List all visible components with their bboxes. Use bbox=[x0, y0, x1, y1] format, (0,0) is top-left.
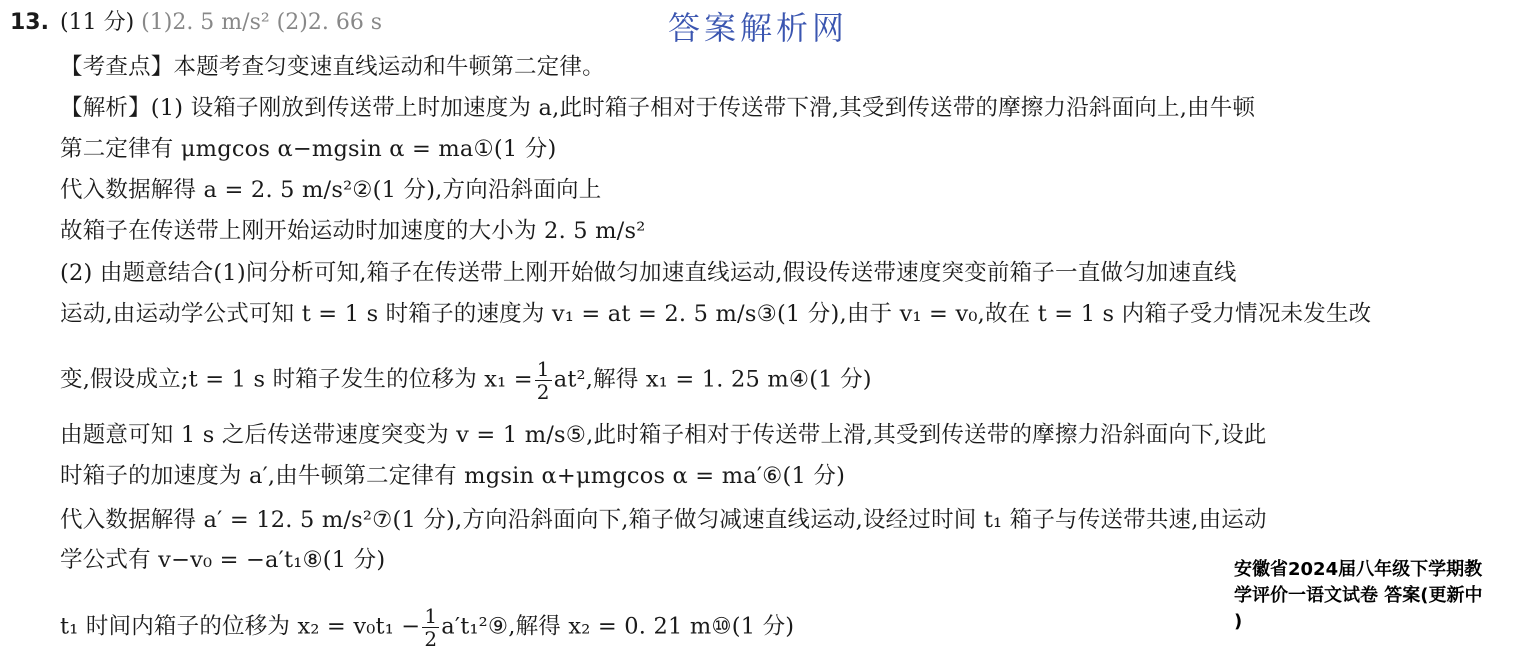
analysis-line-11: 学公式有 v−v₀ = −a′t₁⑧(1 分) bbox=[60, 547, 386, 573]
analysis-line-8: 由题意可知 1 s 之后传送带速度突变为 v = 1 m/s⑤,此时箱子相对于传送带上滑,其受到传送带的摩擦力沿斜面向下,设此 bbox=[60, 422, 1267, 448]
analysis-line-2: 第二定律有 μmgcos α−mgsin α = ma①(1 分) bbox=[60, 136, 557, 162]
analysis-line-3: 代入数据解得 a = 2. 5 m/s²②(1 分),方向沿斜面向上 bbox=[60, 177, 602, 203]
analysis-line-7: 变,假设成立;t = 1 s 时箱子发生的位移为 x₁ = $\frac{1}{2}$ at²,解得 x₁ = 1. 25 m④(1 分) bbox=[60, 357, 872, 404]
answer-summary: (1)2. 5 m/s² (2)2. 66 s bbox=[141, 10, 383, 35]
analysis-line-10: 代入数据解得 a′ = 12. 5 m/s²⑦(1 分),方向沿斜面向下,箱子做匀减速直线运动,设经过时间 t₁ 箱子与传送带共速,由运动 bbox=[60, 507, 1267, 533]
fraction-half-2: $\frac{1}{2}$ bbox=[424, 604, 438, 651]
analysis-line-5: (2) 由题意结合(1)问分析可知,箱子在传送带上刚开始做匀加速直线运动,假设传送带速度突变前箱子一直做匀加速直线 bbox=[60, 260, 1237, 286]
analysis-line-9: 时箱子的加速度为 a′,由牛顿第二定律有 mgsin α+μmgcos α = ma′⑥(1 分) bbox=[60, 463, 846, 489]
watermark-logo: 答案解析网 bbox=[668, 9, 849, 47]
question-header bbox=[60, 8, 382, 38]
analysis-line-4: 故箱子在传送带上刚开始运动时加速度的大小为 2. 5 m/s² bbox=[60, 218, 646, 244]
fraction-half: $\frac{1}{2}$ bbox=[536, 357, 550, 404]
question-number: 13. bbox=[10, 10, 49, 35]
analysis-line-1: 【解析】(1) 设箱子刚放到传送带上时加速度为 a,此时箱子相对于传送带下滑,其受到传送带的摩擦力沿斜面向上,由牛顿 bbox=[60, 95, 1256, 121]
analysis-line-6: 运动,由运动学公式可知 t = 1 s 时箱子的速度为 v₁ = at = 2. 5 m/s③(1 分),由于 v₁ = v₀,故在 t = 1 s 内箱子受力情况未发生改 bbox=[60, 301, 1372, 327]
source-caption: 安徽省2024届八年级下学期教 学评价一语文试卷 答案(更新中 ) bbox=[1234, 559, 1483, 632]
analysis-line-12: t₁ 时间内箱子的位移为 x₂ = v₀t₁ − $\frac{1}{2}$ a′t₁²⑨,解得 x₂ = 0. 21 m⑩(1 分) bbox=[60, 604, 795, 651]
exam-point-line: 【考查点】本题考查匀变速直线运动和牛顿第二定律。 bbox=[60, 54, 605, 80]
question-score: (11 分) bbox=[60, 10, 135, 35]
